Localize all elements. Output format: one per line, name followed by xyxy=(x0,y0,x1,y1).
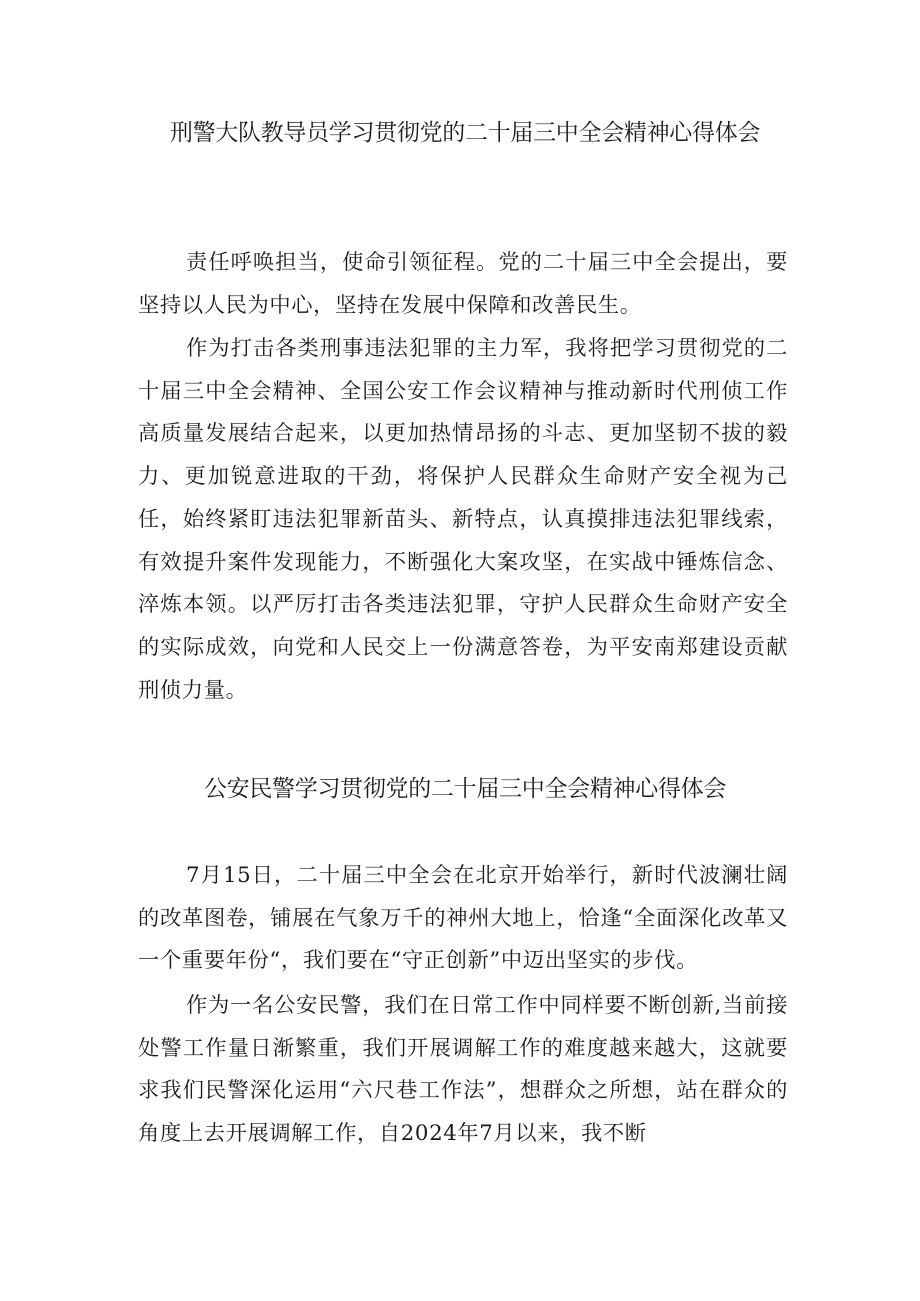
article-2-paragraph-2: 作为一名公安民警，我们在日常工作中同样要不断创新,当前接处警工作量日渐繁重，我们开展调解工作的难度越来越大，这就要求我们民警深化运用“六尺巷工作法”，想群众之所想，站在群众的角度上去开展调解工作，自2024年7月以来，我不断 xyxy=(138,993,788,1147)
article-1-paragraph-2: 作为打击各类刑事违法犯罪的主力军，我将把学习贯彻党的二十届三中全会精神、全国公安工作会议精神与推动新时代刑侦工作高质量发展结合起来，以更加热情昂扬的斗志、更加坚韧不拔的毅力、更加锐意进取的干劲，将保护人民群众生命财产安全视为己任，始终紧盯违法犯罪新苗头、新特点，认真摸排违法犯罪线索，有效提升案件发现能力，不断强化大案攻坚，在实战中锤炼信念、淬炼本领。以严厉打击各类违法犯罪，守护人民群众生命财产安全的实际成效，向党和人民交上一份满意答卷，为平安南郑建设贡献刑侦力量。 xyxy=(138,336,788,703)
article-2-paragraph-1: 7月15日，二十届三中全会在北京开始举行，新时代波澜壮阔的改革图卷，铺展在气象万千的神州大地上，恰逢“全面深化改革又一个重要年份“，我们要在“守正创新”中迈出坚实的步伐。 xyxy=(138,863,788,974)
article-2-title: 公安民警学习贯彻党的二十届三中全会精神心得体会 xyxy=(203,776,727,802)
article-1-title: 刑警大队教导员学习贯彻党的二十届三中全会精神心得体会 xyxy=(169,120,761,146)
article-1-paragraph-1: 责任呼唤担当，使命引领征程。党的二十届三中全会提出，要坚持以人民为中心，坚持在发展中保障和改善民生。 xyxy=(138,250,788,318)
